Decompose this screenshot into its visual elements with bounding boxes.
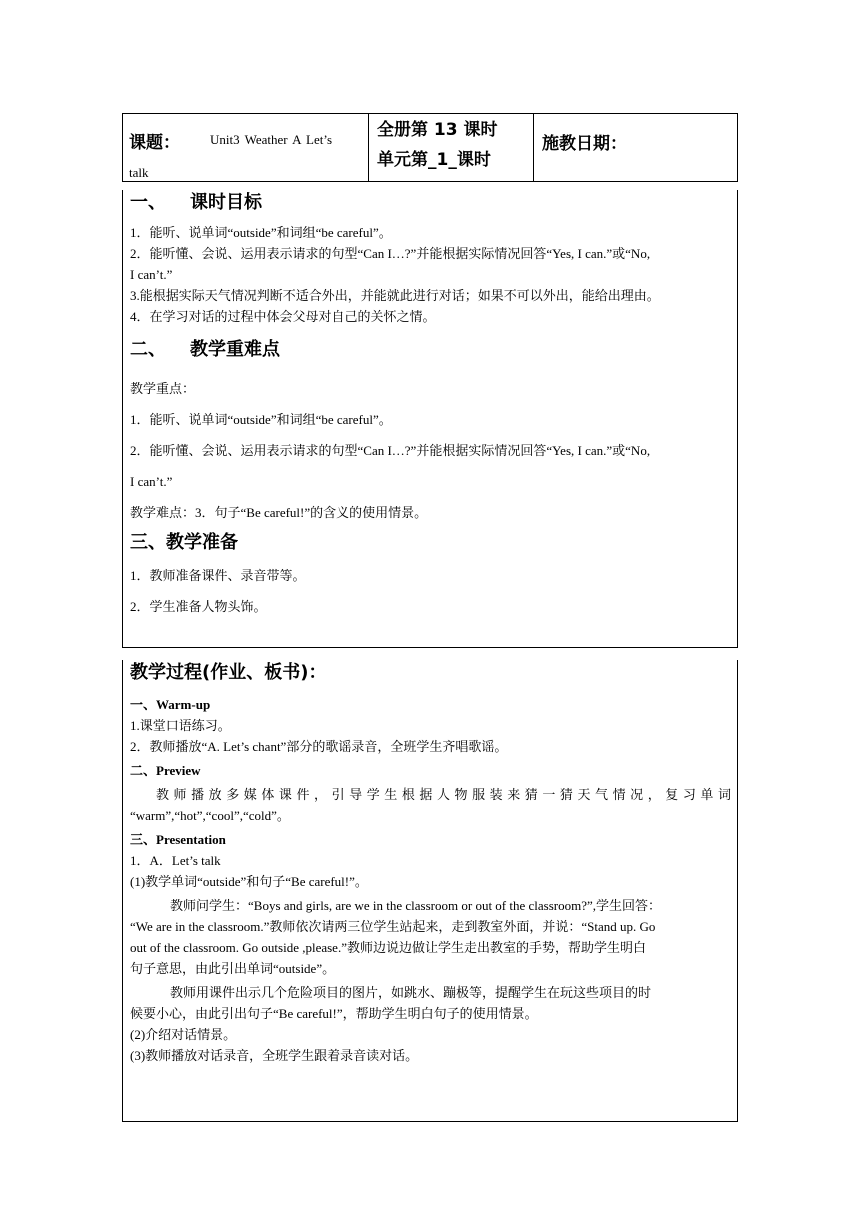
objectives-title: [130, 190, 731, 216]
topic-cell: [123, 114, 369, 181]
preparation-list: [130, 560, 731, 622]
key-points-number: 二、: [130, 339, 166, 360]
preparation-item: 2．学生准备人物头饰。: [130, 599, 267, 614]
key-points-list: [130, 373, 731, 528]
presentation-heading: 三、Presentation: [130, 832, 226, 847]
objectives-list: [130, 222, 731, 327]
key-point-item: 2．能听懂、会说、运用表示请求的句型“Can I…?”并能根据实际情况回答“Yes, I can.”或“No,: [130, 443, 651, 458]
focus-label: 教学重点：: [130, 381, 196, 396]
process-title: 教学过程(作业、板书)：: [130, 662, 327, 683]
objective-item: I can’t.”: [130, 267, 173, 282]
warmup-heading: 一、Warm-up: [130, 697, 211, 712]
paragraph-line: 教师用课件出示几个危险项目的图片，如跳水、蹦极等，提醒学生在玩这些项目的时: [170, 985, 652, 1000]
paragraph-line: 候要小心，由此引出句子“Be careful!”，帮助学生明白句子的使用情景。: [130, 1006, 538, 1021]
objectives-title-text: 课时目标: [190, 192, 262, 213]
key-point-item: 教学难点：3．句子“Be careful!”的含义的使用情景。: [130, 505, 428, 520]
lesson-total: 全册第 13 课时: [377, 120, 498, 140]
tail-line: (2)介绍对话情景。: [130, 1027, 237, 1042]
tail-line: (3)教师播放对话录音，全班学生跟着录音读对话。: [130, 1048, 419, 1063]
objective-item: 2．能听懂、会说、运用表示请求的句型“Can I…?”并能根据实际情况回答“Yes, I can.”或“No,: [130, 246, 651, 261]
objective-item: 4．在学习对话的过程中体会父母对自己的关怀之情。: [130, 309, 436, 324]
preview-line: “warm”,“hot”,“cool”,“cold”。: [130, 808, 290, 823]
lesson-unit: 单元第_1_课时: [377, 150, 491, 170]
lesson-plan-table: [122, 113, 738, 1122]
preparation-title: 三、教学准备: [130, 532, 238, 553]
key-point-item: I can’t.”: [130, 474, 173, 489]
topic-value-cont: talk: [129, 165, 149, 180]
paragraph-line: 句子意思，由此引出单词“outside”。: [130, 961, 336, 976]
topic-label: 课题：: [129, 133, 180, 153]
paragraph-line: out of the classroom. Go outside ,please.”教师边说边做让学生走出教室的手势，帮助学生明白: [130, 940, 646, 955]
objective-item: 3.能根据实际天气情况判断不适合外出，并能就此进行对话；如果不可以外出，能给出理由。: [130, 288, 660, 303]
paragraph-line: “We are in the classroom.”教师依次请两三位学生站起来，走到教室外面，并说：“Stand up. Go: [130, 919, 656, 934]
process-section: [122, 660, 738, 1122]
preview-heading: 二、Preview: [130, 763, 201, 778]
process-body: [130, 694, 731, 1066]
warmup-item: 1.课堂口语练习。: [130, 718, 231, 733]
presentation-line: 1．A．Let’s talk: [130, 853, 221, 868]
objective-item: 1．能听、说单词“outside”和词组“be careful”。: [130, 225, 392, 240]
objectives-section: [122, 190, 738, 648]
header-row: [122, 113, 738, 182]
objectives-number: 一、: [130, 192, 166, 213]
key-points-title: [130, 337, 731, 363]
presentation-line: (1)教学单词“outside”和句子“Be careful!”。: [130, 874, 368, 889]
date-cell: [534, 114, 737, 181]
topic-value: Unit3 Weather A Let’s: [210, 132, 333, 147]
date-label: 施教日期：: [542, 134, 627, 154]
preparation-item: 1．教师准备课件、录音带等。: [130, 568, 306, 583]
key-point-item: 1．能听、说单词“outside”和词组“be careful”。: [130, 412, 392, 427]
preview-line: 教师播放多媒体课件，引导学生根据人物服装来猜一猜天气情况，复习单词: [156, 787, 731, 802]
paragraph-line: 教师问学生：“Boys and girls, are we in the classroom or out of the classroom?”,学生回答：: [170, 898, 662, 913]
warmup-item: 2．教师播放“A. Let’s chant”部分的歌谣录音，全班学生齐唱歌谣。: [130, 739, 508, 754]
key-points-title-text: 教学重难点: [190, 339, 280, 360]
lesson-number-cell: [369, 114, 534, 181]
